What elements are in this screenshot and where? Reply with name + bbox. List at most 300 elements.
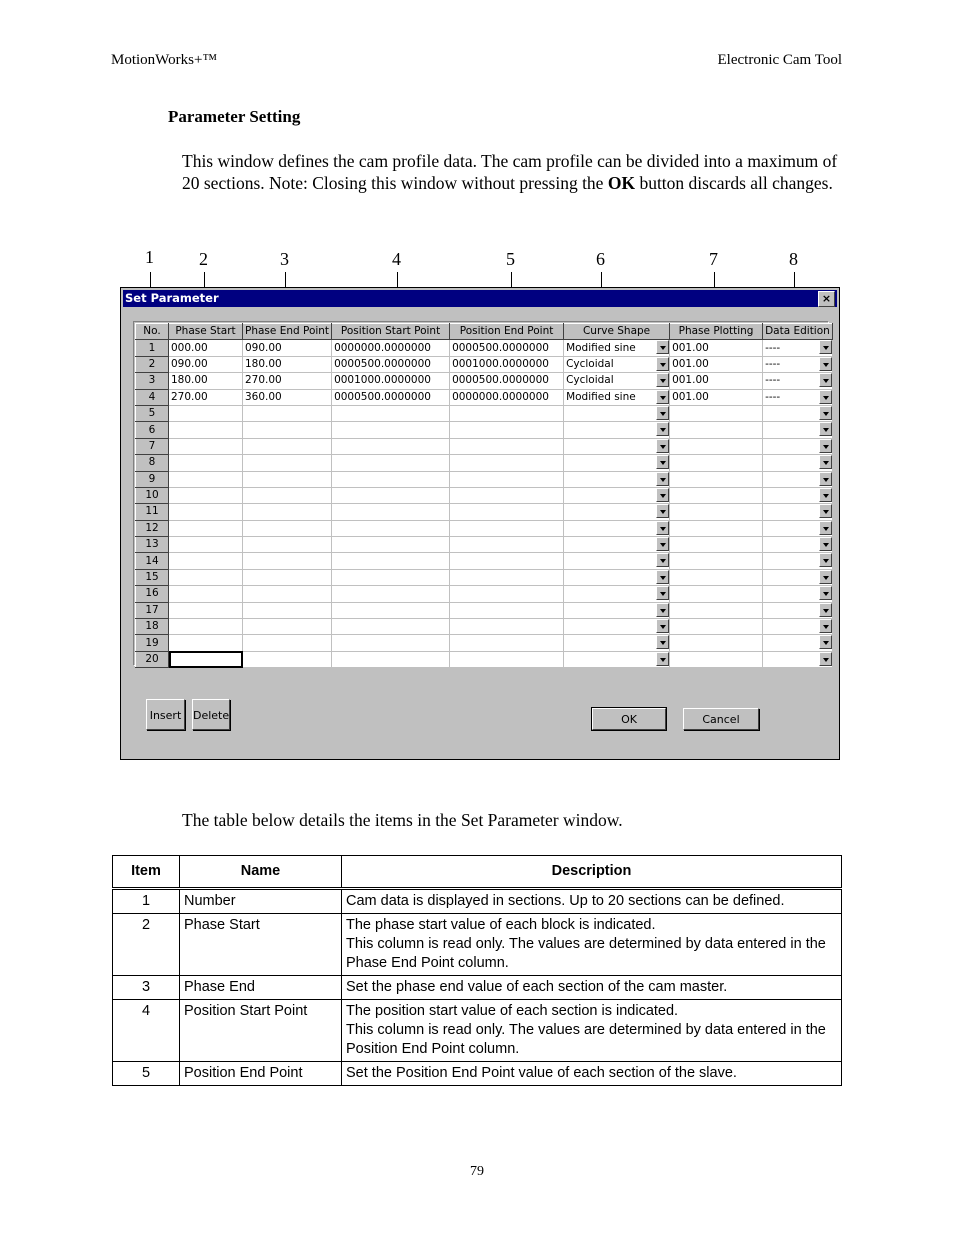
- grid-row: [136, 635, 833, 651]
- grid-cell[interactable]: [564, 504, 670, 520]
- grid-column-header[interactable]: Position Start Point: [332, 324, 450, 340]
- grid-cell[interactable]: [763, 422, 833, 438]
- dropdown-arrow-icon[interactable]: [819, 406, 832, 420]
- dropdown-arrow-icon[interactable]: [656, 340, 669, 354]
- grid-cell[interactable]: [332, 405, 450, 421]
- dropdown-arrow-icon[interactable]: [656, 373, 669, 387]
- grid-cell-value: 180.00: [245, 357, 282, 370]
- grid-cell-value: 0001000.0000000: [334, 374, 431, 387]
- grid-cell-value: Modified sine: [566, 390, 636, 403]
- grid-cell[interactable]: [243, 487, 332, 503]
- row-number-cell[interactable]: [136, 487, 169, 503]
- grid-cell[interactable]: [332, 619, 450, 635]
- grid-row: [136, 553, 833, 569]
- dropdown-arrow-icon[interactable]: [819, 373, 832, 387]
- grid-cell[interactable]: [332, 586, 450, 602]
- item-name: Position End Point: [180, 1062, 342, 1086]
- grid-cell[interactable]: [564, 619, 670, 635]
- row-number: 1: [148, 341, 156, 354]
- dropdown-arrow-icon[interactable]: [656, 635, 669, 649]
- items-row: [113, 1000, 842, 1062]
- grid-cell-value: 270.00: [245, 374, 282, 387]
- grid-cell[interactable]: [763, 438, 833, 454]
- grid-cell[interactable]: [670, 373, 763, 389]
- grid-cell[interactable]: [763, 619, 833, 635]
- grid-cell[interactable]: [564, 651, 670, 667]
- row-number-cell[interactable]: [136, 455, 169, 471]
- grid-cell[interactable]: [169, 553, 243, 569]
- grid-cell-value: 0000500.0000000: [334, 390, 431, 403]
- dropdown-arrow-icon[interactable]: [819, 586, 832, 600]
- dropdown-arrow-icon[interactable]: [656, 521, 669, 535]
- grid-cell[interactable]: [332, 504, 450, 520]
- grid-cell[interactable]: [670, 356, 763, 372]
- grid-cell[interactable]: [670, 438, 763, 454]
- grid-cell[interactable]: [450, 471, 564, 487]
- grid-cell[interactable]: [243, 422, 332, 438]
- grid-cell[interactable]: [670, 487, 763, 503]
- grid-cell[interactable]: [670, 389, 763, 405]
- grid-cell[interactable]: [670, 619, 763, 635]
- grid-cell[interactable]: [243, 537, 332, 553]
- grid-cell[interactable]: [564, 389, 670, 405]
- grid-cell[interactable]: [763, 553, 833, 569]
- description-line: The position start value of each section is indicated.: [346, 1003, 679, 1019]
- grid-cell-value: 0001000.0000000: [452, 357, 549, 370]
- dropdown-arrow-icon[interactable]: [819, 603, 832, 617]
- grid-cell[interactable]: [670, 602, 763, 618]
- description-line: This column is read only. The values are determined by data entered in the Phase End Point column.: [346, 936, 826, 971]
- dropdown-arrow-icon[interactable]: [656, 537, 669, 551]
- row-number: 20: [145, 653, 159, 665]
- row-number-cell[interactable]: [136, 651, 169, 667]
- insert-button[interactable]: Insert: [146, 699, 185, 730]
- grid-column-header[interactable]: No.: [136, 324, 169, 340]
- grid-cell[interactable]: [564, 586, 670, 602]
- dropdown-arrow-icon[interactable]: [819, 390, 832, 404]
- grid-cell[interactable]: [670, 635, 763, 651]
- callout-number: 4: [392, 249, 401, 269]
- row-number: 11: [145, 505, 159, 518]
- grid-cell[interactable]: [763, 389, 833, 405]
- callout-number: 3: [280, 249, 289, 269]
- grid-row: [136, 340, 833, 356]
- grid-row: [136, 586, 833, 602]
- grid-column-header[interactable]: Curve Shape: [564, 324, 670, 340]
- row-number-cell[interactable]: [136, 504, 169, 520]
- row-number-cell[interactable]: [136, 635, 169, 651]
- dropdown-arrow-icon[interactable]: [819, 553, 832, 567]
- grid-cell[interactable]: [169, 487, 243, 503]
- row-number-cell[interactable]: [136, 373, 169, 389]
- grid-cell[interactable]: [450, 455, 564, 471]
- intro-bold-ok: OK: [607, 173, 636, 193]
- grid-cell[interactable]: [169, 569, 243, 585]
- grid-cell-value: 0000000.0000000: [452, 390, 549, 403]
- row-number-cell[interactable]: [136, 389, 169, 405]
- grid-cell[interactable]: [564, 455, 670, 471]
- item-name: Position Start Point: [180, 1000, 342, 1062]
- dropdown-arrow-icon[interactable]: [819, 357, 832, 371]
- row-number-cell[interactable]: [136, 553, 169, 569]
- grid-cell-value: 001.00: [672, 357, 709, 370]
- item-description: [342, 914, 842, 976]
- callout-number: 2: [199, 249, 208, 269]
- callout-number: 7: [709, 249, 718, 269]
- item-name: Phase End: [180, 976, 342, 1000]
- grid-cell[interactable]: [332, 553, 450, 569]
- grid-cell[interactable]: [670, 422, 763, 438]
- ok-button[interactable]: OK: [592, 708, 666, 730]
- dropdown-arrow-icon[interactable]: [656, 439, 669, 453]
- row-number: 8: [148, 456, 156, 469]
- grid-cell[interactable]: [243, 569, 332, 585]
- grid-cell[interactable]: [169, 340, 243, 356]
- dropdown-arrow-icon[interactable]: [819, 570, 832, 584]
- grid-cell[interactable]: [450, 356, 564, 372]
- item-number: 2: [113, 914, 180, 976]
- grid-cell[interactable]: [450, 389, 564, 405]
- grid-cell[interactable]: [169, 619, 243, 635]
- row-number: 12: [145, 521, 159, 534]
- callout-number: 1: [145, 247, 154, 267]
- item-number: 5: [113, 1062, 180, 1086]
- grid-cell[interactable]: [243, 635, 332, 651]
- dropdown-arrow-icon[interactable]: [656, 472, 669, 486]
- grid-cell[interactable]: [450, 373, 564, 389]
- dropdown-arrow-icon[interactable]: [656, 619, 669, 633]
- grid-cell[interactable]: [169, 389, 243, 405]
- grid-row: [136, 356, 833, 372]
- grid-cell[interactable]: [169, 422, 243, 438]
- grid-cell[interactable]: [450, 553, 564, 569]
- grid-cell[interactable]: [670, 455, 763, 471]
- grid-cell[interactable]: [564, 520, 670, 536]
- grid-cell[interactable]: [564, 569, 670, 585]
- grid-cell[interactable]: [763, 405, 833, 421]
- grid-row: [136, 373, 833, 389]
- row-number: 16: [145, 587, 159, 600]
- grid-cell[interactable]: [243, 405, 332, 421]
- grid-cell[interactable]: [243, 455, 332, 471]
- grid-cell[interactable]: [670, 340, 763, 356]
- grid-cell[interactable]: [243, 373, 332, 389]
- grid-cell[interactable]: [332, 356, 450, 372]
- grid-cell[interactable]: [763, 651, 833, 667]
- grid-cell[interactable]: [450, 635, 564, 651]
- grid-cell[interactable]: [670, 471, 763, 487]
- dropdown-arrow-icon[interactable]: [656, 406, 669, 420]
- grid-cell[interactable]: [450, 651, 564, 667]
- cancel-button[interactable]: Cancel: [683, 708, 759, 730]
- grid-cell[interactable]: [332, 651, 450, 667]
- grid-cell[interactable]: [332, 471, 450, 487]
- grid-cell[interactable]: [169, 635, 243, 651]
- row-number-cell[interactable]: [136, 340, 169, 356]
- grid-cell[interactable]: [169, 520, 243, 536]
- grid-cell[interactable]: [763, 373, 833, 389]
- grid-cell[interactable]: [763, 537, 833, 553]
- grid-cell[interactable]: [243, 340, 332, 356]
- row-number: 7: [148, 439, 156, 452]
- grid-cell[interactable]: [564, 602, 670, 618]
- grid-cell[interactable]: [169, 586, 243, 602]
- grid-cell-value: 000.00: [171, 341, 208, 354]
- running-header-left: MotionWorks+™: [111, 52, 218, 68]
- item-number: 4: [113, 1000, 180, 1062]
- items-row: [113, 976, 842, 1000]
- grid-cell[interactable]: [169, 405, 243, 421]
- items-table: [112, 855, 842, 1086]
- grid-column-header[interactable]: Position End Point: [450, 324, 564, 340]
- grid-cell[interactable]: [169, 356, 243, 372]
- grid-cell[interactable]: [564, 422, 670, 438]
- grid-cell[interactable]: [450, 422, 564, 438]
- grid-cell[interactable]: [450, 569, 564, 585]
- row-number: 10: [145, 489, 159, 502]
- row-number-cell[interactable]: [136, 422, 169, 438]
- grid-cell[interactable]: [332, 438, 450, 454]
- grid-column-header[interactable]: Phase Start: [169, 324, 243, 340]
- dropdown-arrow-icon[interactable]: [656, 504, 669, 518]
- callout-number: 5: [506, 249, 515, 269]
- row-number-cell[interactable]: [136, 569, 169, 585]
- grid-cell-value: Cycloidal: [566, 357, 614, 370]
- grid-cell-value: Modified sine: [566, 341, 636, 354]
- grid-cell[interactable]: [332, 569, 450, 585]
- dialog-titlebar[interactable]: [123, 290, 837, 307]
- grid-row: [136, 619, 833, 635]
- grid-cell[interactable]: [169, 602, 243, 618]
- grid-cell[interactable]: [450, 340, 564, 356]
- grid-cell[interactable]: [332, 373, 450, 389]
- item-description: [342, 889, 842, 914]
- grid-cell[interactable]: [243, 471, 332, 487]
- row-number: 17: [145, 603, 159, 616]
- dialog-title: Set Parameter: [125, 291, 219, 305]
- dropdown-arrow-icon[interactable]: [819, 619, 832, 633]
- grid-cell[interactable]: [564, 537, 670, 553]
- grid-cell[interactable]: [564, 553, 670, 569]
- grid-cell[interactable]: [450, 487, 564, 503]
- row-number-cell[interactable]: [136, 405, 169, 421]
- grid-column-header[interactable]: Data Edition: [763, 324, 833, 340]
- grid-cell[interactable]: [450, 619, 564, 635]
- grid-cell-value: ----: [765, 390, 781, 403]
- grid-cell[interactable]: [169, 438, 243, 454]
- dropdown-arrow-icon[interactable]: [656, 586, 669, 600]
- items-row: [113, 889, 842, 914]
- parameter-grid: [135, 323, 833, 668]
- grid-cell[interactable]: [169, 504, 243, 520]
- grid-cell[interactable]: [243, 651, 332, 667]
- grid-cell[interactable]: [169, 651, 243, 667]
- grid-cell[interactable]: [763, 586, 833, 602]
- grid-cell[interactable]: [564, 373, 670, 389]
- row-number: 5: [148, 407, 156, 420]
- close-button[interactable]: ×: [818, 291, 835, 307]
- grid-cell[interactable]: [564, 405, 670, 421]
- grid-cell[interactable]: [332, 455, 450, 471]
- row-number: 3: [148, 374, 156, 387]
- grid-cell[interactable]: [564, 487, 670, 503]
- grid-cell-value: ----: [765, 341, 781, 354]
- grid-cell[interactable]: [670, 520, 763, 536]
- grid-cell[interactable]: [763, 520, 833, 536]
- grid-cell[interactable]: [670, 553, 763, 569]
- grid-cell[interactable]: [670, 586, 763, 602]
- grid-cell[interactable]: [332, 422, 450, 438]
- grid-cell[interactable]: [670, 651, 763, 667]
- dropdown-arrow-icon[interactable]: [819, 537, 832, 551]
- grid-cell[interactable]: [169, 537, 243, 553]
- dropdown-arrow-icon[interactable]: [656, 357, 669, 371]
- row-number: 9: [148, 472, 156, 485]
- grid-cell[interactable]: [332, 602, 450, 618]
- grid-cell[interactable]: [450, 520, 564, 536]
- dropdown-arrow-icon[interactable]: [819, 455, 832, 469]
- grid-cell[interactable]: [243, 520, 332, 536]
- grid-cell[interactable]: [332, 520, 450, 536]
- row-number: 15: [145, 571, 159, 584]
- grid-cell[interactable]: [763, 340, 833, 356]
- grid-cell[interactable]: [450, 504, 564, 520]
- grid-row: [136, 520, 833, 536]
- grid-cell[interactable]: [332, 340, 450, 356]
- dropdown-arrow-icon[interactable]: [819, 521, 832, 535]
- grid-cell[interactable]: [564, 356, 670, 372]
- grid-cell-value: 090.00: [245, 341, 282, 354]
- grid-cell[interactable]: [332, 537, 450, 553]
- description-line: Set the phase end value of each section of the cam master.: [346, 979, 728, 995]
- grid-cell-value: 001.00: [672, 374, 709, 387]
- grid-cell[interactable]: [243, 389, 332, 405]
- dropdown-arrow-icon[interactable]: [656, 455, 669, 469]
- dropdown-arrow-icon[interactable]: [656, 652, 669, 666]
- grid-row: [136, 537, 833, 553]
- grid-cell-value: 270.00: [171, 390, 208, 403]
- row-number-cell[interactable]: [136, 602, 169, 618]
- dropdown-arrow-icon[interactable]: [656, 553, 669, 567]
- dropdown-arrow-icon[interactable]: [819, 340, 832, 354]
- grid-cell[interactable]: [243, 602, 332, 618]
- dropdown-arrow-icon[interactable]: [819, 504, 832, 518]
- grid-row: [136, 569, 833, 585]
- grid-cell[interactable]: [332, 487, 450, 503]
- grid-cell[interactable]: [564, 340, 670, 356]
- row-number: 18: [145, 620, 159, 633]
- dropdown-arrow-icon[interactable]: [819, 439, 832, 453]
- grid-cell[interactable]: [763, 602, 833, 618]
- dropdown-arrow-icon[interactable]: [656, 603, 669, 617]
- dropdown-arrow-icon[interactable]: [819, 488, 832, 502]
- description-line: The phase start value of each block is indicated.: [346, 917, 656, 933]
- grid-cell[interactable]: [763, 356, 833, 372]
- dropdown-arrow-icon[interactable]: [656, 488, 669, 502]
- callout-number: 6: [596, 249, 605, 269]
- dropdown-arrow-icon[interactable]: [819, 422, 832, 436]
- grid-cell[interactable]: [243, 586, 332, 602]
- grid-cell[interactable]: [670, 537, 763, 553]
- grid-cell[interactable]: [450, 438, 564, 454]
- grid-column-header[interactable]: Phase End Point: [243, 324, 332, 340]
- row-number-cell[interactable]: [136, 356, 169, 372]
- grid-cell[interactable]: [169, 373, 243, 389]
- grid-cell[interactable]: [243, 356, 332, 372]
- dropdown-arrow-icon[interactable]: [656, 570, 669, 584]
- grid-cell[interactable]: [450, 537, 564, 553]
- set-parameter-dialog: [120, 287, 840, 760]
- row-number-cell[interactable]: [136, 471, 169, 487]
- grid-cell[interactable]: [450, 405, 564, 421]
- grid-row: [136, 602, 833, 618]
- grid-cell[interactable]: [332, 635, 450, 651]
- grid-cell[interactable]: [169, 471, 243, 487]
- item-name: Phase Start: [180, 914, 342, 976]
- running-header-right: Electronic Cam Tool: [717, 52, 842, 68]
- grid-cell[interactable]: [564, 635, 670, 651]
- dropdown-arrow-icon[interactable]: [819, 652, 832, 666]
- grid-cell[interactable]: [763, 569, 833, 585]
- grid-cell[interactable]: [450, 602, 564, 618]
- row-number-cell[interactable]: [136, 438, 169, 454]
- page-number: 79: [470, 1164, 484, 1179]
- grid-cell[interactable]: [564, 471, 670, 487]
- grid-cell[interactable]: [763, 504, 833, 520]
- row-number: 13: [145, 538, 159, 551]
- grid-cell[interactable]: [670, 504, 763, 520]
- grid-cell-value: 0000500.0000000: [334, 357, 431, 370]
- grid-cell[interactable]: [763, 471, 833, 487]
- grid-column-header[interactable]: Phase Plotting: [670, 324, 763, 340]
- grid-cell[interactable]: [450, 586, 564, 602]
- grid-cell-value: 090.00: [171, 357, 208, 370]
- grid-row: [136, 389, 833, 405]
- item-number: 1: [113, 889, 180, 914]
- item-name: Number: [180, 889, 342, 914]
- row-number-cell[interactable]: [136, 586, 169, 602]
- grid-cell[interactable]: [243, 438, 332, 454]
- grid-cell[interactable]: [670, 405, 763, 421]
- description-line: Set the Position End Point value of each section of the slave.: [346, 1065, 737, 1081]
- dropdown-arrow-icon[interactable]: [656, 390, 669, 404]
- row-number: 14: [145, 554, 159, 567]
- grid-cell[interactable]: [243, 619, 332, 635]
- dropdown-arrow-icon[interactable]: [819, 635, 832, 649]
- row-number-cell[interactable]: [136, 520, 169, 536]
- items-column-header: Item: [113, 856, 180, 889]
- grid-row: [136, 405, 833, 421]
- grid-cell[interactable]: [243, 504, 332, 520]
- grid-row: [136, 471, 833, 487]
- dropdown-arrow-icon[interactable]: [819, 472, 832, 486]
- grid-row: [136, 487, 833, 503]
- grid-cell[interactable]: [243, 553, 332, 569]
- row-number-cell[interactable]: [136, 619, 169, 635]
- grid-cell[interactable]: [763, 487, 833, 503]
- grid-cell[interactable]: [763, 635, 833, 651]
- grid-row: [136, 455, 833, 471]
- row-number-cell[interactable]: [136, 537, 169, 553]
- grid-cell[interactable]: [670, 569, 763, 585]
- dropdown-arrow-icon[interactable]: [656, 422, 669, 436]
- grid-cell[interactable]: [763, 455, 833, 471]
- grid-cell[interactable]: [332, 389, 450, 405]
- delete-button[interactable]: Delete: [192, 699, 230, 730]
- grid-cell[interactable]: [564, 438, 670, 454]
- grid-cell[interactable]: [169, 455, 243, 471]
- table-intro-text: The table below details the items in the Set Parameter window.: [182, 810, 623, 830]
